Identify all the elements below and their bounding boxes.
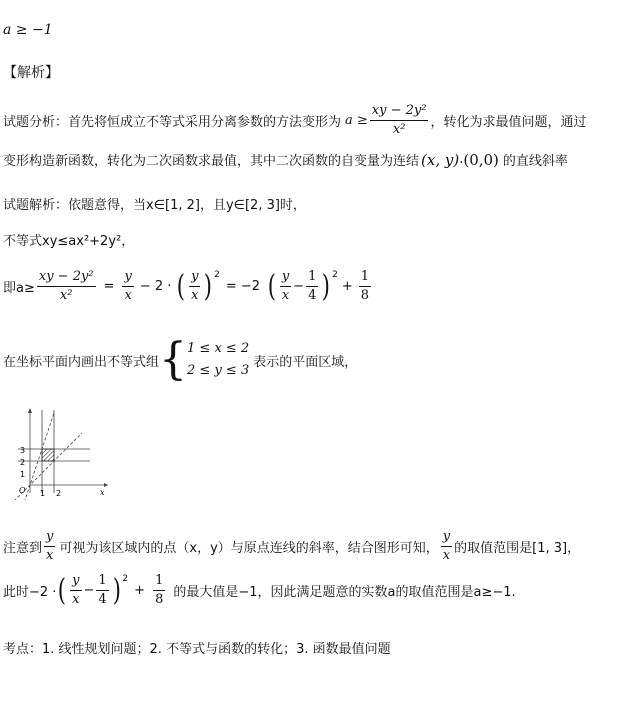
line6-frac-3: [153, 572, 165, 609]
y-tick-1: 1: [20, 470, 26, 479]
line6-frac-3-den: 8: [155, 592, 164, 607]
kaodian: 考点：1. 线性规划问题；2. 不等式与函数的转化；3. 函数最值问题: [3, 642, 391, 657]
line5-frac-2-num: y: [441, 528, 452, 547]
region-graph: [10, 405, 110, 500]
formula-plus: +: [341, 279, 353, 294]
analysis-line-1: [3, 102, 586, 139]
frac-3-num: y: [189, 268, 200, 287]
y-tick-3: 3: [20, 446, 26, 455]
frac-6-num: 1: [359, 268, 371, 287]
system-rows: [187, 338, 249, 382]
frac-1-num: xy − 2y²: [37, 268, 96, 287]
answer: a ≥ −1: [3, 22, 53, 38]
x-tick-2: 2: [56, 489, 62, 498]
solution-line-6: [3, 572, 516, 609]
frac-5-num: 1: [306, 268, 318, 287]
system-lead: 在坐标平面内画出不等式组: [3, 354, 160, 370]
paren-close: ): [204, 269, 213, 304]
analysis-suffix: ，转化为求最值问题，通过: [430, 115, 587, 130]
analysis-prefix: 试题分析：首先将恒成立不等式采用分离参数的方法变形为: [3, 115, 342, 130]
line5-frac-2: [441, 528, 452, 565]
ineq-2: 2 ≤ y ≤ 3: [187, 363, 250, 378]
frac-2-den: x: [124, 288, 132, 303]
point-origin: (0,0): [463, 150, 499, 169]
line6-frac-2-den: 4: [98, 592, 107, 607]
formula-frac-4: [280, 268, 291, 305]
line6-square: 2: [122, 574, 129, 584]
line6-minus: −: [83, 583, 95, 598]
origin-label: O: [19, 486, 26, 495]
formula-minus-2: − 2 ·: [139, 279, 172, 294]
frac-4-num: y: [280, 268, 291, 287]
formula-frac-5: [306, 268, 318, 305]
x-tick-1: 1: [40, 489, 46, 498]
line5-frac-1-den: x: [46, 548, 54, 563]
line6-frac-2: [96, 572, 108, 609]
line6-frac-3-num: 1: [153, 572, 165, 591]
formula-square: 2: [214, 270, 220, 280]
formula-frac-3: [189, 268, 200, 305]
x-axis-label: x: [100, 488, 105, 497]
frac-1-den: x²: [59, 288, 73, 303]
formula-square-2: 2: [332, 270, 338, 280]
analysis-line2-prefix: 变形构造新函数，转化为二次函数求最值，其中二次函数的自变量为连结: [3, 154, 420, 169]
point-sep: .: [459, 152, 464, 167]
frac-4-den: x: [281, 288, 290, 303]
formula-eq-2: = −2: [225, 279, 261, 294]
line5-tail: 的取值范围是[1, 3]，: [454, 541, 581, 556]
y-axis-arrow: [28, 408, 32, 413]
line5-frac-1: [44, 528, 55, 565]
paren-close-2: ): [322, 269, 331, 304]
x-axis-arrow: [104, 483, 108, 487]
paren-open-2: (: [267, 269, 277, 304]
line5-lead: 注意到: [3, 541, 43, 556]
analysis-frac-den: x²: [392, 122, 406, 137]
line6-paren-open: (: [58, 573, 67, 608]
frac-6-den: 8: [360, 288, 369, 303]
solution-line-2: 不等式xy≤ax²+2y²，: [3, 234, 135, 249]
frac-2-num: y: [122, 268, 133, 287]
line6-frac-1-den: x: [72, 592, 80, 607]
frac-5-den: 4: [308, 288, 317, 303]
analysis-a-geq: a ≥: [345, 113, 368, 128]
line5-frac-2-den: x: [442, 548, 451, 563]
solution-line-5: [3, 528, 580, 565]
line6-plus: +: [134, 583, 146, 598]
formula-frac-1: [37, 268, 96, 305]
formula-lead: 即a≥: [3, 281, 35, 296]
point-xy: (x, y): [421, 150, 460, 169]
formula-frac-6: [359, 268, 371, 305]
line6-lead: 此时−2 ·: [3, 585, 57, 600]
feasible-region: [42, 449, 54, 461]
formula-frac-2: [122, 268, 133, 305]
line6-tail: 的最大值是−1，因此满足题意的实数a的取值范围是a≥−1.: [173, 585, 516, 600]
analysis-frac-num: xy − 2y²: [370, 102, 429, 121]
analysis-fraction: [370, 102, 429, 139]
formula-minus: −: [293, 279, 305, 294]
line6-frac-2-num: 1: [96, 572, 108, 591]
line6-frac-1: [70, 572, 81, 609]
ineq-1: 1 ≤ x ≤ 2: [187, 341, 250, 356]
solution-inequality-system: [3, 334, 358, 385]
frac-3-den: x: [191, 288, 199, 303]
line5-mid: 可视为该区域内的点（x，y）与原点连线的斜率，结合图形可知，: [59, 541, 439, 556]
analysis-line-2: [3, 150, 568, 169]
analysis-line2-suffix: 的直线斜率: [502, 154, 568, 169]
line5-frac-1-num: y: [44, 528, 55, 547]
system-tail: 表示的平面区域，: [253, 354, 358, 370]
paren-open: (: [177, 269, 186, 304]
line6-frac-1-num: y: [70, 572, 81, 591]
line6-paren-close: ): [112, 573, 121, 608]
y-tick-2: 2: [20, 458, 26, 467]
formula-eq-1: =: [103, 279, 115, 294]
solution-line-1: 试题解析：依题意得，当x∈[1, 2]，且y∈[2, 3]时，: [3, 198, 306, 213]
section-header: 【解析】: [3, 65, 59, 81]
brace-icon: {: [159, 334, 188, 385]
solution-formula: [3, 268, 373, 305]
